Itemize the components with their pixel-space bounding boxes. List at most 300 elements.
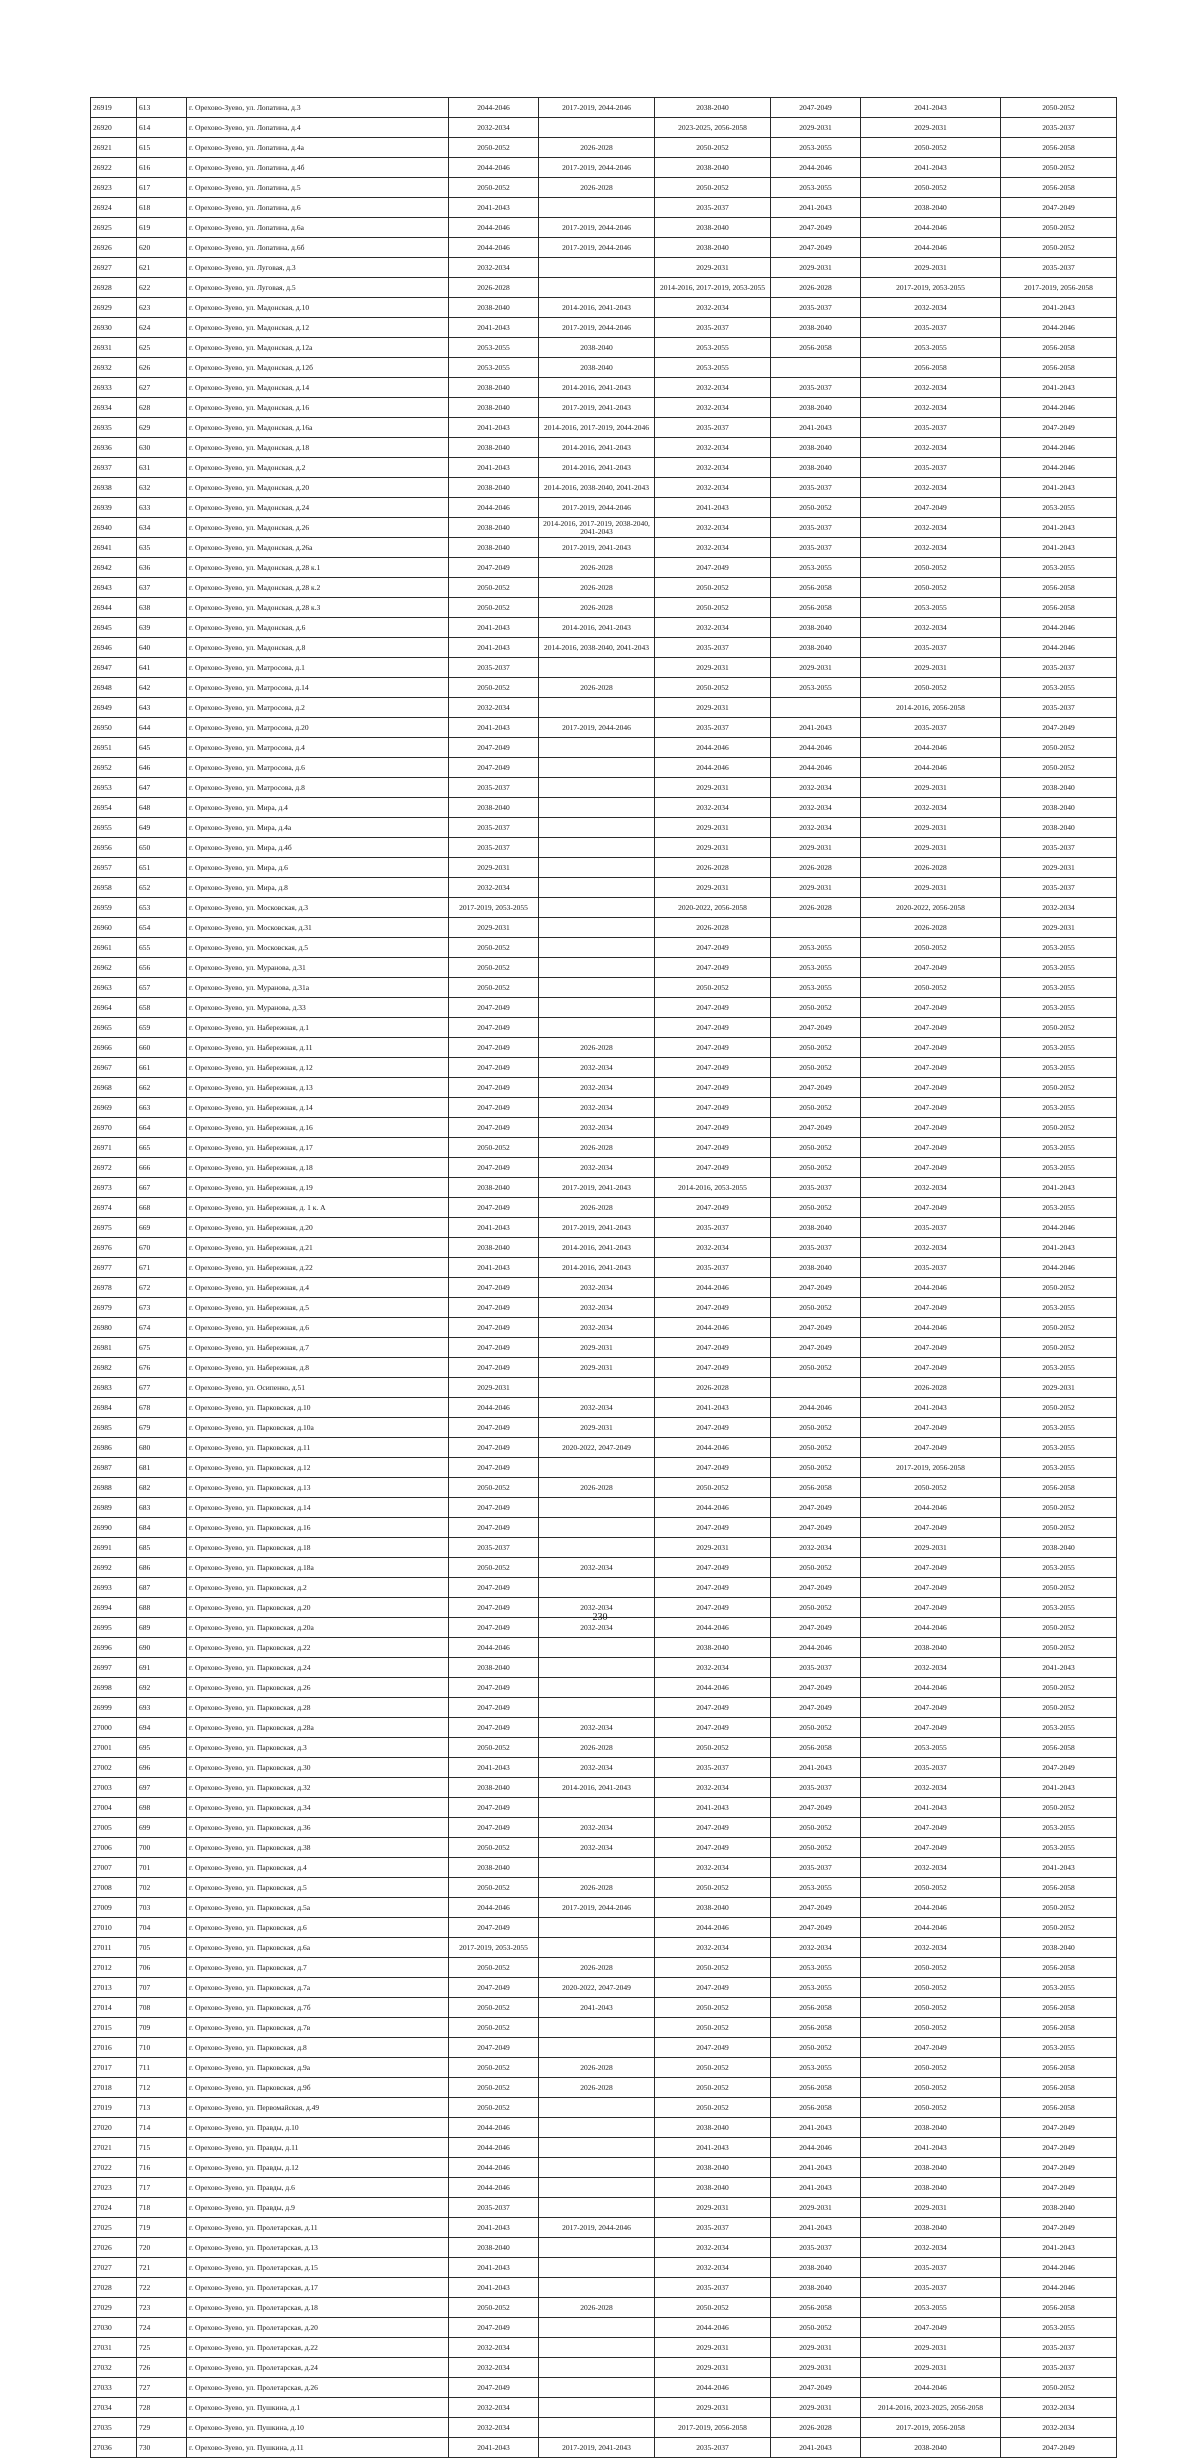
cell-period_4: 2044-2046 [771, 758, 861, 778]
cell-period_6: 2047-2049 [1001, 2158, 1117, 2178]
cell-id: 26984 [91, 1398, 137, 1418]
cell-period_3: 2047-2049 [655, 1038, 771, 1058]
cell-period_5: 2050-2052 [861, 178, 1001, 198]
cell-period_6: 2053-2055 [1001, 1818, 1117, 1838]
cell-id: 26932 [91, 358, 137, 378]
cell-period_1: 2041-2043 [449, 2438, 539, 2458]
cell-period_3: 2032-2034 [655, 478, 771, 498]
cell-period_5: 2041-2043 [861, 2138, 1001, 2158]
table-row [91, 1658, 1117, 1678]
cell-address: г. Орехово-Зуево, ул. Парковская, д.2 [187, 1578, 449, 1598]
cell-address: г. Орехово-Зуево, ул. Набережная, д. 1 к. А [187, 1198, 449, 1218]
cell-id: 26948 [91, 678, 137, 698]
cell-id: 26967 [91, 1058, 137, 1078]
cell-period_4: 2053-2055 [771, 678, 861, 698]
cell-period_1: 2038-2040 [449, 1778, 539, 1798]
cell-period_6: 2053-2055 [1001, 978, 1117, 998]
cell-id: 26928 [91, 278, 137, 298]
cell-address: г. Орехово-Зуево, ул. Мадонская, д.10 [187, 298, 449, 318]
cell-address: г. Орехово-Зуево, ул. Парковская, д.6 [187, 1918, 449, 1938]
cell-period_5: 2032-2034 [861, 798, 1001, 818]
cell-period_3: 2035-2037 [655, 2438, 771, 2458]
cell-period_5: 2047-2049 [861, 1558, 1001, 1578]
cell-num: 641 [137, 658, 187, 678]
cell-period_3: 2050-2052 [655, 678, 771, 698]
cell-num: 645 [137, 738, 187, 758]
cell-period_6: 2044-2046 [1001, 458, 1117, 478]
cell-period_4: 2038-2040 [771, 638, 861, 658]
table-row [91, 2438, 1117, 2458]
table-row [91, 1838, 1117, 1858]
cell-num: 700 [137, 1838, 187, 1858]
cell-period_2: 2017-2019, 2044-2046 [539, 718, 655, 738]
cell-period_4: 2035-2037 [771, 2238, 861, 2258]
cell-period_2 [539, 2358, 655, 2378]
table-row [91, 2298, 1117, 2318]
cell-period_1: 2050-2052 [449, 1738, 539, 1758]
cell-period_2: 2032-2034 [539, 1058, 655, 1078]
cell-id: 26963 [91, 978, 137, 998]
cell-period_3: 2032-2034 [655, 2238, 771, 2258]
cell-address: г. Орехово-Зуево, ул. Лопатина, д.6б [187, 238, 449, 258]
cell-num: 671 [137, 1258, 187, 1278]
cell-period_1: 2044-2046 [449, 2118, 539, 2138]
table-row [91, 2198, 1117, 2218]
cell-id: 26945 [91, 618, 137, 638]
cell-num: 727 [137, 2378, 187, 2398]
cell-period_6: 2035-2037 [1001, 878, 1117, 898]
cell-id: 26943 [91, 578, 137, 598]
cell-address: г. Орехово-Зуево, ул. Парковская, д.5 [187, 1878, 449, 1898]
cell-period_4: 2050-2052 [771, 1718, 861, 1738]
cell-address: г. Орехово-Зуево, ул. Парковская, д.30 [187, 1758, 449, 1778]
cell-period_6: 2044-2046 [1001, 1258, 1117, 1278]
table-row [91, 1678, 1117, 1698]
cell-period_2: 2026-2028 [539, 138, 655, 158]
cell-period_1: 2038-2040 [449, 798, 539, 818]
cell-address: г. Орехово-Зуево, ул. Пролетарская, д.22 [187, 2338, 449, 2358]
cell-period_6: 2035-2037 [1001, 698, 1117, 718]
cell-period_1: 2050-2052 [449, 958, 539, 978]
cell-period_3: 2044-2046 [655, 738, 771, 758]
cell-period_1: 2038-2040 [449, 2238, 539, 2258]
table-row [91, 1078, 1117, 1098]
table-row [91, 1318, 1117, 1338]
cell-period_5: 2047-2049 [861, 998, 1001, 1018]
cell-period_3: 2029-2031 [655, 878, 771, 898]
cell-num: 658 [137, 998, 187, 1018]
cell-period_3: 2050-2052 [655, 2098, 771, 2118]
cell-period_1: 2047-2049 [449, 758, 539, 778]
cell-period_1: 2047-2049 [449, 1618, 539, 1638]
cell-id: 26961 [91, 938, 137, 958]
cell-id: 26939 [91, 498, 137, 518]
cell-period_4: 2029-2031 [771, 118, 861, 138]
cell-period_6: 2038-2040 [1001, 1538, 1117, 1558]
cell-id: 27014 [91, 1998, 137, 2018]
cell-address: г. Орехово-Зуево, ул. Луговая, д.3 [187, 258, 449, 278]
cell-id: 27030 [91, 2318, 137, 2338]
cell-period_2 [539, 2138, 655, 2158]
cell-period_3: 2035-2037 [655, 1258, 771, 1278]
cell-period_4: 2047-2049 [771, 1798, 861, 1818]
table-body [91, 98, 1117, 2458]
cell-period_6: 2044-2046 [1001, 2278, 1117, 2298]
cell-period_5: 2047-2049 [861, 2038, 1001, 2058]
cell-period_6: 2053-2055 [1001, 2038, 1117, 2058]
cell-period_6: 2053-2055 [1001, 1198, 1117, 1218]
cell-period_3: 2029-2031 [655, 2338, 771, 2358]
cell-period_2: 2014-2016, 2041-2043 [539, 1238, 655, 1258]
cell-num: 677 [137, 1378, 187, 1398]
cell-address: г. Орехово-Зуево, ул. Матросова, д.2 [187, 698, 449, 718]
cell-id: 26990 [91, 1518, 137, 1538]
cell-num: 617 [137, 178, 187, 198]
cell-period_2 [539, 2198, 655, 2218]
cell-id: 27005 [91, 1818, 137, 1838]
cell-period_1: 2038-2040 [449, 1178, 539, 1198]
cell-period_1: 2044-2046 [449, 2158, 539, 2178]
cell-address: г. Орехово-Зуево, ул. Лопатина, д.4а [187, 138, 449, 158]
cell-period_1: 2050-2052 [449, 2058, 539, 2078]
cell-period_6: 2050-2052 [1001, 1118, 1117, 1138]
cell-period_4: 2056-2058 [771, 598, 861, 618]
cell-address: г. Орехово-Зуево, ул. Парковская, д.20 [187, 1598, 449, 1618]
cell-id: 26969 [91, 1098, 137, 1118]
cell-period_2: 2026-2028 [539, 2058, 655, 2078]
cell-num: 670 [137, 1238, 187, 1258]
cell-period_2: 2026-2028 [539, 598, 655, 618]
cell-address: г. Орехово-Зуево, ул. Парковская, д.10а [187, 1418, 449, 1438]
cell-num: 615 [137, 138, 187, 158]
cell-period_6: 2053-2055 [1001, 1598, 1117, 1618]
cell-period_3: 2047-2049 [655, 1518, 771, 1538]
cell-id: 26935 [91, 418, 137, 438]
cell-period_5: 2026-2028 [861, 858, 1001, 878]
cell-period_5: 2044-2046 [861, 1318, 1001, 1338]
cell-period_5: 2047-2049 [861, 1838, 1001, 1858]
cell-period_3: 2050-2052 [655, 2058, 771, 2078]
cell-period_6: 2053-2055 [1001, 1438, 1117, 1458]
cell-period_6: 2053-2055 [1001, 998, 1117, 1018]
cell-num: 662 [137, 1078, 187, 1098]
cell-period_2: 2032-2034 [539, 1618, 655, 1638]
cell-num: 664 [137, 1118, 187, 1138]
cell-id: 27001 [91, 1738, 137, 1758]
cell-num: 688 [137, 1598, 187, 1618]
cell-period_3: 2032-2034 [655, 438, 771, 458]
cell-period_5: 2050-2052 [861, 1958, 1001, 1978]
cell-period_2: 2014-2016, 2041-2043 [539, 378, 655, 398]
cell-address: г. Орехово-Зуево, ул. Мадонская, д.18 [187, 438, 449, 458]
cell-period_5: 2035-2037 [861, 2278, 1001, 2298]
cell-period_5: 2047-2049 [861, 1018, 1001, 1038]
cell-address: г. Орехово-Зуево, ул. Пролетарская, д.15 [187, 2258, 449, 2278]
cell-num: 649 [137, 818, 187, 838]
cell-period_5: 2032-2034 [861, 538, 1001, 558]
cell-period_4: 2047-2049 [771, 238, 861, 258]
cell-period_3: 2047-2049 [655, 1198, 771, 1218]
cell-period_3: 2047-2049 [655, 1018, 771, 1038]
cell-address: г. Орехово-Зуево, ул. Набережная, д.8 [187, 1358, 449, 1378]
cell-period_2 [539, 2158, 655, 2178]
cell-id: 26965 [91, 1018, 137, 1038]
cell-period_1: 2050-2052 [449, 138, 539, 158]
cell-period_2: 2017-2019, 2041-2043 [539, 538, 655, 558]
cell-id: 26972 [91, 1158, 137, 1178]
cell-period_4: 2050-2052 [771, 1298, 861, 1318]
table-row [91, 478, 1117, 498]
cell-num: 652 [137, 878, 187, 898]
cell-num: 724 [137, 2318, 187, 2338]
cell-period_5: 2047-2049 [861, 1438, 1001, 1458]
cell-id: 27020 [91, 2118, 137, 2138]
cell-period_6: 2050-2052 [1001, 1918, 1117, 1938]
table-row [91, 938, 1117, 958]
cell-period_5: 2044-2046 [861, 1618, 1001, 1638]
cell-period_5: 2047-2049 [861, 1818, 1001, 1838]
cell-period_4: 2056-2058 [771, 1738, 861, 1758]
table-row [91, 118, 1117, 138]
cell-num: 650 [137, 838, 187, 858]
table-row [91, 1118, 1117, 1138]
cell-address: г. Орехово-Зуево, ул. Первомайская, д.49 [187, 2098, 449, 2118]
cell-period_4: 2047-2049 [771, 1498, 861, 1518]
cell-period_3: 2038-2040 [655, 98, 771, 118]
cell-period_1: 2047-2049 [449, 1698, 539, 1718]
cell-period_4: 2038-2040 [771, 458, 861, 478]
cell-period_5: 2029-2031 [861, 2358, 1001, 2378]
cell-address: г. Орехово-Зуево, ул. Мадонская, д.28 к.1 [187, 558, 449, 578]
cell-period_6: 2053-2055 [1001, 1978, 1117, 1998]
cell-address: г. Орехово-Зуево, ул. Лопатина, д.5 [187, 178, 449, 198]
cell-address: г. Орехово-Зуево, ул. Парковская, д.28а [187, 1718, 449, 1738]
cell-id: 26934 [91, 398, 137, 418]
cell-period_4: 2047-2049 [771, 1018, 861, 1038]
cell-period_6: 2050-2052 [1001, 1498, 1117, 1518]
table-row [91, 798, 1117, 818]
cell-period_3: 2050-2052 [655, 178, 771, 198]
cell-period_4: 2047-2049 [771, 1338, 861, 1358]
cell-num: 638 [137, 598, 187, 618]
cell-address: г. Орехово-Зуево, ул. Пушкина, д.1 [187, 2398, 449, 2418]
cell-address: г. Орехово-Зуево, ул. Мадонская, д.8 [187, 638, 449, 658]
table-row [91, 398, 1117, 418]
cell-period_4: 2041-2043 [771, 1758, 861, 1778]
table-row [91, 1638, 1117, 1658]
cell-num: 693 [137, 1698, 187, 1718]
cell-period_2 [539, 2378, 655, 2398]
cell-period_5: 2038-2040 [861, 2178, 1001, 2198]
cell-period_3: 2038-2040 [655, 2158, 771, 2178]
cell-num: 666 [137, 1158, 187, 1178]
cell-period_4: 2026-2028 [771, 2418, 861, 2438]
cell-period_1: 2047-2049 [449, 2038, 539, 2058]
table-row [91, 518, 1117, 538]
cell-period_2: 2014-2016, 2038-2040, 2041-2043 [539, 478, 655, 498]
cell-period_5: 2038-2040 [861, 2438, 1001, 2458]
cell-id: 26951 [91, 738, 137, 758]
cell-period_6: 2029-2031 [1001, 858, 1117, 878]
cell-address: г. Орехово-Зуево, ул. Мадонская, д.12б [187, 358, 449, 378]
table-row [91, 418, 1117, 438]
cell-period_3: 2035-2037 [655, 1758, 771, 1778]
cell-period_3: 2047-2049 [655, 998, 771, 1018]
cell-period_3: 2047-2049 [655, 1158, 771, 1178]
cell-period_5: 2032-2034 [861, 2238, 1001, 2258]
table-row [91, 958, 1117, 978]
cell-period_3: 2032-2034 [655, 398, 771, 418]
cell-period_2: 2017-2019, 2041-2043 [539, 398, 655, 418]
cell-id: 27028 [91, 2278, 137, 2298]
cell-id: 26921 [91, 138, 137, 158]
cell-id: 26919 [91, 98, 137, 118]
table-row [91, 2178, 1117, 2198]
cell-period_3: 2035-2037 [655, 1218, 771, 1238]
cell-address: г. Орехово-Зуево, ул. Парковская, д.34 [187, 1798, 449, 1818]
cell-id: 27016 [91, 2038, 137, 2058]
cell-address: г. Орехово-Зуево, ул. Парковская, д.24 [187, 1658, 449, 1678]
cell-num: 673 [137, 1298, 187, 1318]
cell-period_4: 2053-2055 [771, 1878, 861, 1898]
cell-num: 704 [137, 1918, 187, 1938]
cell-period_2: 2014-2016, 2041-2043 [539, 1258, 655, 1278]
cell-address: г. Орехово-Зуево, ул. Парковская, д.4 [187, 1858, 449, 1878]
cell-period_3: 2047-2049 [655, 1458, 771, 1478]
cell-address: г. Орехово-Зуево, ул. Набережная, д.1 [187, 1018, 449, 1038]
table-row [91, 358, 1117, 378]
cell-period_2 [539, 1538, 655, 1558]
cell-id: 27000 [91, 1718, 137, 1738]
cell-period_4: 2026-2028 [771, 858, 861, 878]
cell-period_6: 2032-2034 [1001, 2418, 1117, 2438]
cell-period_3: 2047-2049 [655, 1338, 771, 1358]
cell-period_5: 2032-2034 [861, 618, 1001, 638]
cell-period_6: 2056-2058 [1001, 138, 1117, 158]
cell-num: 637 [137, 578, 187, 598]
cell-period_5: 2038-2040 [861, 2218, 1001, 2238]
cell-period_4 [771, 358, 861, 378]
cell-num: 639 [137, 618, 187, 638]
cell-id: 27029 [91, 2298, 137, 2318]
cell-period_5: 2032-2034 [861, 478, 1001, 498]
table-row [91, 1798, 1117, 1818]
cell-period_1: 2047-2049 [449, 1158, 539, 1178]
cell-period_1: 2047-2049 [449, 1278, 539, 1298]
cell-period_1: 2044-2046 [449, 2138, 539, 2158]
cell-period_1: 2041-2043 [449, 318, 539, 338]
cell-period_2: 2017-2019, 2044-2046 [539, 2218, 655, 2238]
cell-num: 678 [137, 1398, 187, 1418]
cell-num: 707 [137, 1978, 187, 1998]
cell-id: 26986 [91, 1438, 137, 1458]
cell-address: г. Орехово-Зуево, ул. Парковская, д.7б [187, 1998, 449, 2018]
cell-period_2: 2026-2028 [539, 2298, 655, 2318]
cell-num: 619 [137, 218, 187, 238]
cell-id: 26985 [91, 1418, 137, 1438]
table-row [91, 978, 1117, 998]
cell-num: 663 [137, 1098, 187, 1118]
register-table [90, 97, 1117, 2458]
cell-period_4: 2047-2049 [771, 2378, 861, 2398]
cell-period_1: 2047-2049 [449, 1818, 539, 1838]
cell-period_5: 2047-2049 [861, 1358, 1001, 1378]
table-row [91, 1518, 1117, 1538]
cell-period_1: 2032-2034 [449, 258, 539, 278]
cell-period_1: 2047-2049 [449, 1418, 539, 1438]
table-row [91, 658, 1117, 678]
table-row [91, 1698, 1117, 1718]
cell-num: 613 [137, 98, 187, 118]
cell-period_5: 2041-2043 [861, 158, 1001, 178]
cell-period_4: 2047-2049 [771, 1318, 861, 1338]
cell-period_2 [539, 1018, 655, 1038]
cell-period_4: 2035-2037 [771, 378, 861, 398]
cell-address: г. Орехово-Зуево, ул. Парковская, д.22 [187, 1638, 449, 1658]
cell-num: 634 [137, 518, 187, 538]
cell-period_3: 2047-2049 [655, 1098, 771, 1118]
cell-period_1: 2050-2052 [449, 2298, 539, 2318]
cell-period_2 [539, 278, 655, 298]
cell-period_5: 2032-2034 [861, 438, 1001, 458]
cell-period_3: 2047-2049 [655, 1598, 771, 1618]
cell-num: 701 [137, 1858, 187, 1878]
cell-period_1: 2032-2034 [449, 2338, 539, 2358]
cell-period_1: 2035-2037 [449, 838, 539, 858]
cell-address: г. Орехово-Зуево, ул. Матросова, д.20 [187, 718, 449, 738]
cell-period_5: 2047-2049 [861, 1078, 1001, 1098]
cell-period_3: 2047-2049 [655, 1078, 771, 1098]
cell-period_5: 2050-2052 [861, 678, 1001, 698]
cell-period_1: 2044-2046 [449, 498, 539, 518]
cell-id: 26920 [91, 118, 137, 138]
cell-period_4: 2029-2031 [771, 658, 861, 678]
cell-num: 672 [137, 1278, 187, 1298]
cell-period_5: 2029-2031 [861, 118, 1001, 138]
cell-id: 26993 [91, 1578, 137, 1598]
cell-period_1: 2047-2049 [449, 1458, 539, 1478]
cell-id: 26940 [91, 518, 137, 538]
cell-period_1: 2041-2043 [449, 1758, 539, 1778]
cell-period_6: 2038-2040 [1001, 818, 1117, 838]
cell-period_5: 2044-2046 [861, 1498, 1001, 1518]
cell-id: 26923 [91, 178, 137, 198]
cell-num: 696 [137, 1758, 187, 1778]
cell-period_1: 2038-2040 [449, 398, 539, 418]
cell-address: г. Орехово-Зуево, ул. Пролетарская, д.24 [187, 2358, 449, 2378]
cell-period_3: 2032-2034 [655, 1938, 771, 1958]
cell-address: г. Орехово-Зуево, ул. Мадонская, д.28 к.3 [187, 598, 449, 618]
cell-address: г. Орехово-Зуево, ул. Парковская, д.10 [187, 1398, 449, 1418]
cell-period_5: 2032-2034 [861, 378, 1001, 398]
cell-period_1: 2044-2046 [449, 1898, 539, 1918]
cell-period_3: 2050-2052 [655, 578, 771, 598]
cell-period_3: 2044-2046 [655, 758, 771, 778]
table-row [91, 558, 1117, 578]
cell-period_4: 2047-2049 [771, 1678, 861, 1698]
cell-period_6: 2044-2046 [1001, 318, 1117, 338]
table-row [91, 218, 1117, 238]
cell-period_5: 2026-2028 [861, 918, 1001, 938]
cell-period_2 [539, 1638, 655, 1658]
cell-period_3: 2029-2031 [655, 778, 771, 798]
table-row [91, 1738, 1117, 1758]
cell-period_4: 2035-2037 [771, 1238, 861, 1258]
cell-period_1: 2047-2049 [449, 1058, 539, 1078]
cell-period_3: 2044-2046 [655, 1678, 771, 1698]
cell-id: 26964 [91, 998, 137, 1018]
table-row [91, 578, 1117, 598]
